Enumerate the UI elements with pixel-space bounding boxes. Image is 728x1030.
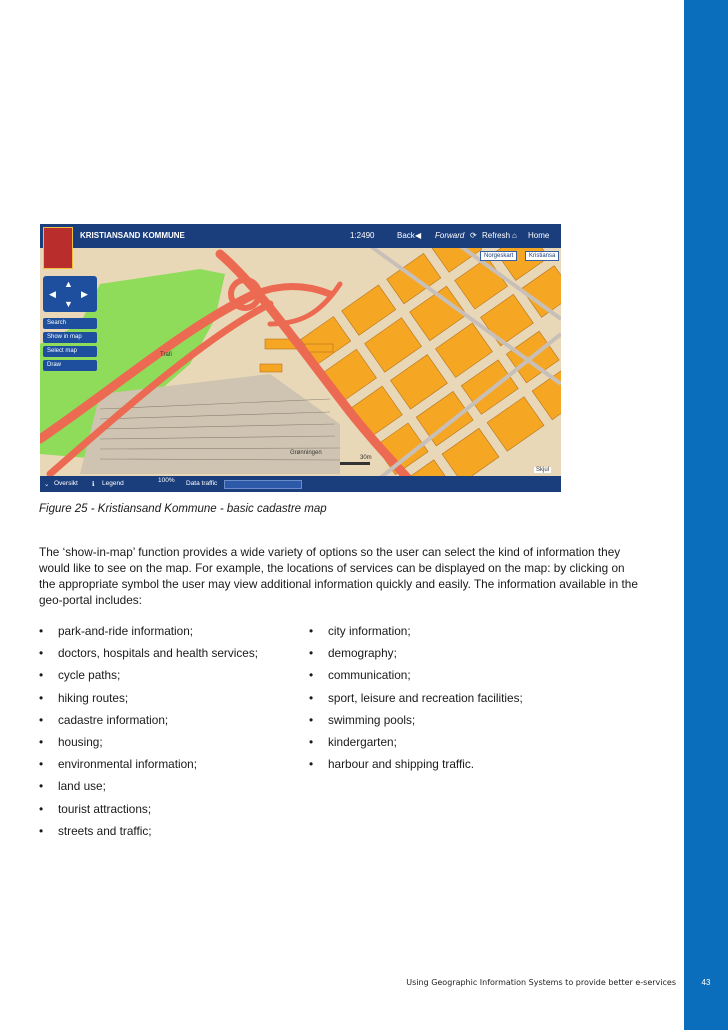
page-footer: Using Geographic Information Systems to provide better e-services (406, 978, 676, 987)
list-item: • demography; (309, 642, 523, 664)
map-scale-bar-label: 30m (360, 455, 372, 461)
bullet: • (309, 712, 314, 727)
arrow-left-icon: ◀ (415, 231, 422, 240)
map-label-trafi: Trafi (160, 352, 172, 358)
municipal-crest-logo (43, 227, 73, 269)
bullet: • (309, 624, 314, 638)
refresh-icon: ⟳ (470, 231, 477, 240)
list-item: • park-and-ride information; (39, 620, 258, 642)
portal-footer-bar (40, 476, 561, 492)
bullet: • (39, 734, 44, 749)
search-button[interactable]: Search (43, 318, 97, 329)
list-item: • swimming pools; (309, 709, 523, 731)
list-item: • streets and traffic; (39, 820, 258, 842)
chevron-down-icon[interactable]: ⌄ (44, 481, 50, 488)
select-map-button[interactable]: Select map (43, 346, 97, 357)
hide-button[interactable]: Skjul (536, 467, 550, 473)
bullet: • (309, 690, 314, 705)
bullet: • (309, 757, 314, 772)
zoom-level: 100% (158, 477, 175, 484)
info-icon: ℹ (92, 481, 95, 488)
list-item: • environmental information; (39, 753, 258, 775)
back-button[interactable]: Back (397, 231, 415, 240)
show-in-map-button[interactable]: Show in map (43, 332, 97, 343)
bullet: • (39, 624, 44, 638)
pan-down-icon[interactable]: ▼ (64, 299, 73, 309)
bullet: • (309, 734, 314, 749)
page-number: 43 (701, 978, 711, 987)
data-traffic-label: Data traffic (186, 480, 218, 487)
list-item: • cycle paths; (39, 664, 258, 686)
map-label-gronningen: Grønningen (290, 450, 322, 456)
draw-button[interactable]: Draw (43, 360, 97, 371)
portal-title: KRISTIANSAND KOMMUNE (80, 231, 185, 240)
list-item: • hiking routes; (39, 687, 258, 709)
forward-button[interactable]: Forward (435, 231, 465, 240)
home-button[interactable]: Home (528, 231, 550, 240)
pan-left-icon[interactable]: ◀ (49, 289, 56, 299)
overview-button[interactable]: Oversikt (54, 480, 78, 487)
bullet: • (39, 757, 44, 772)
home-icon: ⌂ (512, 231, 517, 240)
info-list-right (309, 620, 523, 775)
pan-control[interactable] (43, 276, 97, 312)
list-item: • doctors, hospitals and health services; (39, 642, 258, 664)
portal-header (40, 224, 561, 248)
legend-button[interactable]: Legend (102, 480, 124, 487)
info-list-left (39, 620, 258, 842)
pan-right-icon[interactable]: ▶ (81, 289, 88, 299)
list-item: • city information; (309, 620, 523, 642)
bullet: • (309, 646, 314, 661)
list-item: • sport, leisure and recreation facilities; (309, 687, 523, 709)
data-traffic-meter (224, 480, 302, 489)
bullet: • (39, 712, 44, 727)
list-item: • housing; (39, 731, 258, 753)
bullet: • (309, 668, 314, 683)
map-tools-panel (43, 276, 98, 376)
bullet: • (39, 823, 44, 838)
page-sidebar-band (684, 0, 728, 1030)
list-item: • kindergarten; (309, 731, 523, 753)
list-item: • communication; (309, 664, 523, 686)
bullet: • (39, 690, 44, 705)
figure-caption: Figure 25 - Kristiansand Kommune - basic cadastre map (39, 503, 327, 515)
list-item: • cadastre information; (39, 709, 258, 731)
layer-button-kristiansand[interactable]: Kristiansa (525, 251, 559, 261)
map-scale: 1:2490 (350, 231, 375, 240)
intro-paragraph: The ‘show-in-map’ function provides a wide variety of options so the user can select the kind of information they would like to see on the map. For example, the locations of services can be displayed on the map: by clicking on the appropriate symbol the user may view additional information quickly and easily. The information available in the geo-portal includes: (39, 545, 638, 607)
list-item: • land use; (39, 775, 258, 797)
list-item: • tourist attractions; (39, 798, 258, 820)
refresh-button[interactable]: Refresh (482, 231, 511, 240)
layer-button-norgeskart[interactable]: Norgeskart (480, 251, 517, 261)
bullet: • (39, 801, 44, 816)
pan-up-icon[interactable]: ▲ (64, 279, 73, 289)
list-item: • harbour and shipping traffic. (309, 753, 523, 775)
bullet: • (39, 779, 44, 794)
bullet: • (39, 646, 44, 661)
bullet: • (39, 668, 44, 683)
map-screenshot (40, 224, 561, 492)
